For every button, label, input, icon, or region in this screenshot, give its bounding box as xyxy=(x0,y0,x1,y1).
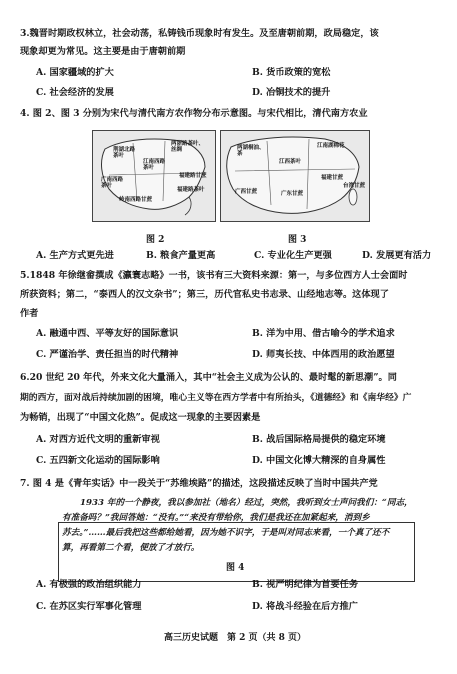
q5-option-b: B. 洋为中用、借古喻今的学术追求 xyxy=(252,328,395,339)
q6-option-b: B. 战后国际格局提供的稳定环境 xyxy=(252,434,386,445)
q4-option-d: D. 发展更有活力 xyxy=(362,250,432,261)
q4-stem: 4. 图 2、图 3 分别为宋代与清代南方农作物分布示意图。与宋代相比，清代南方农业 xyxy=(20,108,368,119)
q7-quote-line1: 1933 年的一个静夜，我以参加社（地名）经过，突然，我听到女士声问我们：“同志， xyxy=(80,498,413,508)
q3-option-b: B. 货币政策的宽松 xyxy=(252,67,331,78)
q7-option-d: D. 将战斗经验在后方推广 xyxy=(252,601,358,612)
q6-option-a: A. 对西方近代文明的重新审视 xyxy=(36,434,160,445)
page-footer: 高三历史试题 第 2 页（共 8 页） xyxy=(164,633,307,643)
fig2-label-7: 岭南西路甘蔗 xyxy=(119,197,153,203)
figure-3-caption: 图 3 xyxy=(288,235,307,245)
q7-quote-line2: 有准备吗？”我回答她：“没有。”“来没有带给你，我们是我还在加紧起来，消到乡 xyxy=(62,513,370,523)
fig2-label-5: 福建路甘蔗 xyxy=(179,173,207,179)
q4-option-a: A. 生产方式更先进 xyxy=(36,250,114,261)
q4-option-c: C. 专业化生产更强 xyxy=(254,250,332,261)
fig2-label-3: 江南西路茶叶 xyxy=(143,159,166,171)
q5-option-a: A. 融通中西、平等友好的国际意识 xyxy=(36,328,179,339)
fig3-label-1: 两湖桐油、茶 xyxy=(237,145,265,157)
figure-3-map xyxy=(220,130,370,222)
q6-line3: 为畅销，出现了“中国文化热”。促成这一现象的主要因素是 xyxy=(20,412,261,423)
fig3-label-4: 福建甘蔗 xyxy=(321,175,344,181)
q7-option-a: A. 有极强的政治组织能力 xyxy=(36,579,142,590)
q6-line2: 期的西方，面对战后持续加剧的困境，唯心主义等在西方学者中有所抬头，《道德经》和《南华经》广 xyxy=(20,393,412,403)
fig3-label-5: 台湾甘蔗 xyxy=(343,183,366,189)
fig2-label-6: 福建路茶叶 xyxy=(177,187,205,193)
q5-option-d: D. 师夷长技、中体西用的政治愿望 xyxy=(252,349,395,360)
q3-option-d: D. 冶铜技术的提升 xyxy=(252,87,331,98)
q7-stem: 7. 图 4 是《青年实话》中一段关于“苏维埃路”的描述，这段描述反映了当时中国共产党 xyxy=(20,478,378,489)
fig3-label-2: 江南湖棉花 xyxy=(317,143,345,149)
fig3-label-7: 广西甘蔗 xyxy=(235,189,258,195)
q7-option-c: C. 在苏区实行军事化管理 xyxy=(36,601,142,612)
fig3-label-6: 广东甘蔗 xyxy=(281,191,304,197)
figure-2-caption: 图 2 xyxy=(146,235,165,245)
q3-option-c: C. 社会经济的发展 xyxy=(36,87,114,98)
q5-option-c: C. 严谨治学、责任担当的时代精神 xyxy=(36,349,179,360)
fig2-label-4: 广南西路茶叶 xyxy=(101,177,124,189)
q5-line1: 5.1848 年徐继畲撰成《瀛寰志略》一书，该书有三大资料来源：第一，与多位西方人士会面时 xyxy=(20,270,408,281)
q3-stem-line2: 现象却更为常见。这主要是由于唐朝前期 xyxy=(20,46,186,57)
figure-4-caption: 图 4 xyxy=(226,563,245,573)
q7-quote-line3: 苏去。”……最后我把这些都给她看，因为她不识字，于是叫对同志来看，一个真了还不 xyxy=(62,528,390,538)
fig2-label-1: 荆湖北路茶叶 xyxy=(113,147,136,159)
q5-line2: 所获资料；第二，“泰西人的汉文杂书”；第三，历代官私史书志录、山经地志等。这体现了 xyxy=(20,289,389,300)
q7-quote-line4: 算，再看第二个看，便放了才放行。 xyxy=(62,543,200,553)
q5-line3: 作者 xyxy=(20,308,39,319)
q4-option-b: B. 粮食产量更高 xyxy=(146,250,216,261)
q3-option-a: A. 国家疆域的扩大 xyxy=(36,67,114,78)
q3-stem-line1: 3.魏晋时期政权林立，社会动荡，私铸钱币现象时有发生。及至唐朝前期，政局稳定，该 xyxy=(20,28,379,39)
q7-option-b: B. 视严明纪律为首要任务 xyxy=(252,579,359,590)
fig2-label-2: 两浙路茶叶、丝绸 xyxy=(171,141,205,153)
q6-option-c: C. 五四新文化运动的国际影响 xyxy=(36,455,160,466)
fig3-label-3: 江西茶叶 xyxy=(279,159,302,165)
q6-line1: 6.20 世纪 20 年代，外来文化大量涌入，其中“社会主义成为公认的、最时髦的新思潮”。同 xyxy=(20,372,397,383)
figure-2-map xyxy=(92,130,216,222)
q6-option-d: D. 中国文化博大精深的自身属性 xyxy=(252,455,386,466)
